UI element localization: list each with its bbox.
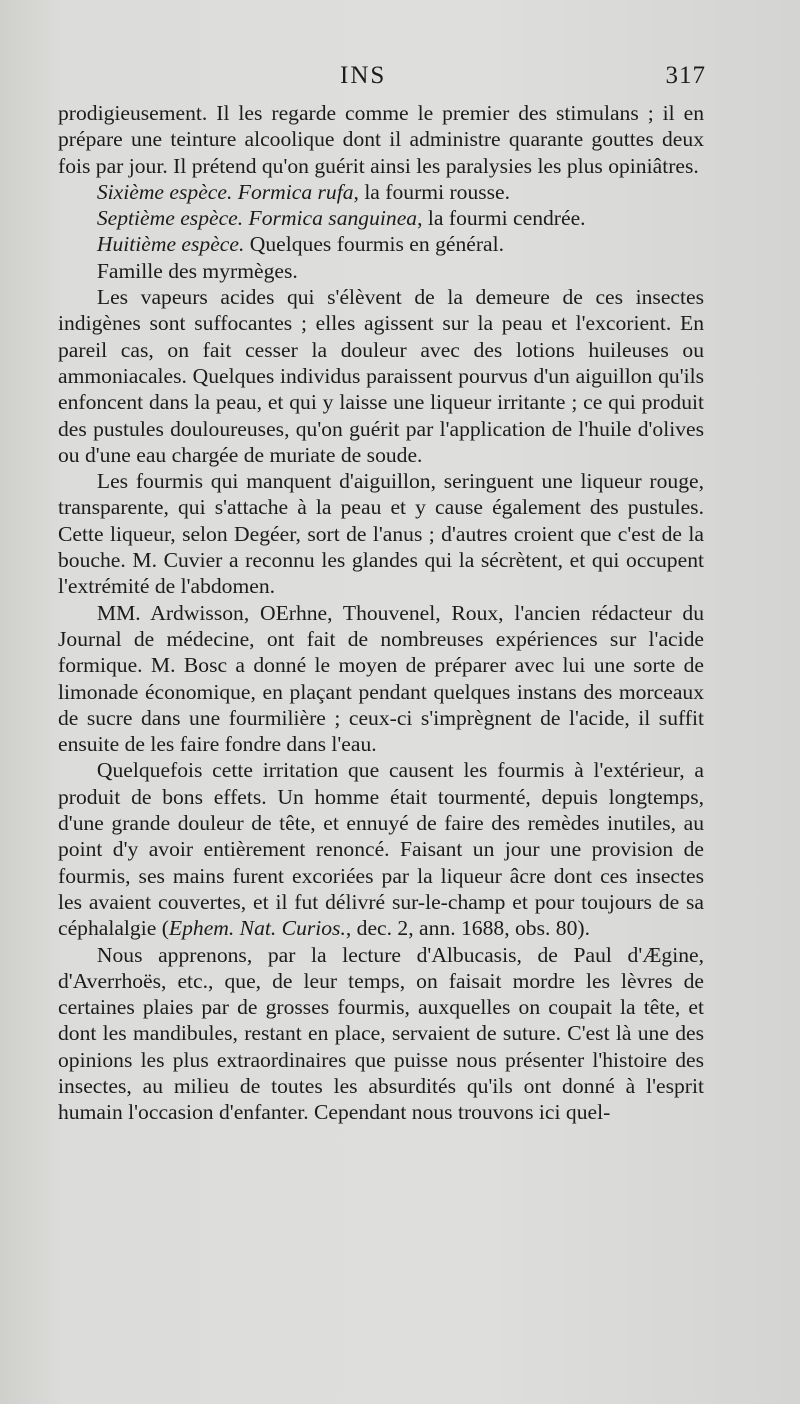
- paragraph-sutures: Nous apprenons, par la lecture d'Albucasis, de Paul d'Ægine, d'Averrhoës, etc., que, de leur temps, on faisait mordre les lèvres de certaines plaies par de grosses fourmis, auxquelles on coupait la tête, et dont les mandibules, restant en place, servaient de suture. C'est là une des opinions les plus extraordinaires que puisse nous présenter l'histoire des insectes, au milieu de toutes les absurdités qu'ils ont donné à l'esprit humain l'occasion d'enfanter. Cependant nous trouvons ici quel-: [58, 942, 704, 1125]
- species-seventh: [58, 205, 704, 231]
- species-sixth: [58, 179, 704, 205]
- citation-details: , dec. 2, ann. 1688, obs. 80).: [345, 916, 590, 941]
- citation-ephemerides: Ephem. Nat. Curios.: [168, 916, 346, 941]
- family-heading: Famille des myrmèges.: [96, 258, 298, 283]
- paragraph-formic-acid: MM. Ardwisson, OErhne, Thouvenel, Roux, l'ancien rédacteur du Journal de médecine, ont fait de nombreuses expériences sur l'acide formique. M. Bosc a donné le moyen de préparer avec lui une sorte de limonade économique, en plaçant pendant quelques instans des morceaux de sucre dans une fourmilière ; ceux-ci s'imprègnent de l'acide, il suffit ensuite de les faire fondre dans l'eau.: [58, 600, 704, 757]
- species-eighth-name: Huitième espèce.: [96, 232, 245, 257]
- running-title: INS: [340, 62, 387, 89]
- paragraph-acid-vapours: Les vapeurs acides qui s'élèvent de la demeure de ces insectes indigènes sont suffocantes ; elles agissent sur la peau et l'excorient. En pareil cas, on fait cesser la douleur avec des lotions huileuses ou ammoniacales. Quelques individus paraissent pourvus d'un aiguillon qu'ils enfoncent dans la peau, et qui y laisse une liqueur irritante ; ce qui produit des pustules douloureuses, qu'on guérit par l'application de l'huile d'olives ou d'une eau chargée de muriate de soude.: [58, 285, 704, 467]
- species-eighth: [58, 231, 704, 257]
- irritation-text: Quelquefois cette irritation que causent les fourmis à l'extérieur, a produit de bons effets. Un homme était tourmenté, depuis longtemps, d'une grande douleur de tête, et ennuyé de faire des remèdes inutiles, au point d'y avoir entièrement renoncé. Faisant un jour une provision de fourmis, ses mains furent excoriées par la liqueur âcre dont ces insectes les avaient couvertes, et il fut délivré sur-le-champ et pour toujours de sa céphalalgie (: [58, 758, 704, 941]
- running-head: [58, 62, 704, 100]
- species-seventh-name: Septième espèce. Formica sanguinea: [96, 206, 418, 231]
- body-text: [58, 100, 704, 1126]
- species-sixth-name: Sixième espèce. Formica rufa: [96, 179, 354, 204]
- species-seventh-desc: , la fourmi cendrée.: [417, 206, 586, 231]
- paragraph-liquor: Les fourmis qui manquent d'aiguillon, seringuent une liqueur rouge, transparente, qui s'attache à la peau et y cause également des pustules. Cette liqueur, selon Degéer, sort de l'anus ; d'autres croient que c'est de la bouche. M. Cuvier a reconnu les glandes qui la sécrètent, et qui occupent l'extrémité de l'abdomen.: [58, 469, 704, 599]
- paragraph-irritation: [58, 757, 704, 941]
- species-sixth-desc: , la fourmi rousse.: [353, 179, 511, 204]
- page-number: 317: [665, 62, 706, 89]
- species-eighth-desc: Quelques fourmis en général.: [244, 232, 505, 257]
- paragraph-continuation: prodigieusement. Il les regarde comme le premier des stimulans ; il en prépare une teinture alcoolique dont il administre quarante gouttes deux fois par jour. Il prétend qu'on guérit ainsi les paralysies les plus opiniâtres.: [58, 101, 704, 178]
